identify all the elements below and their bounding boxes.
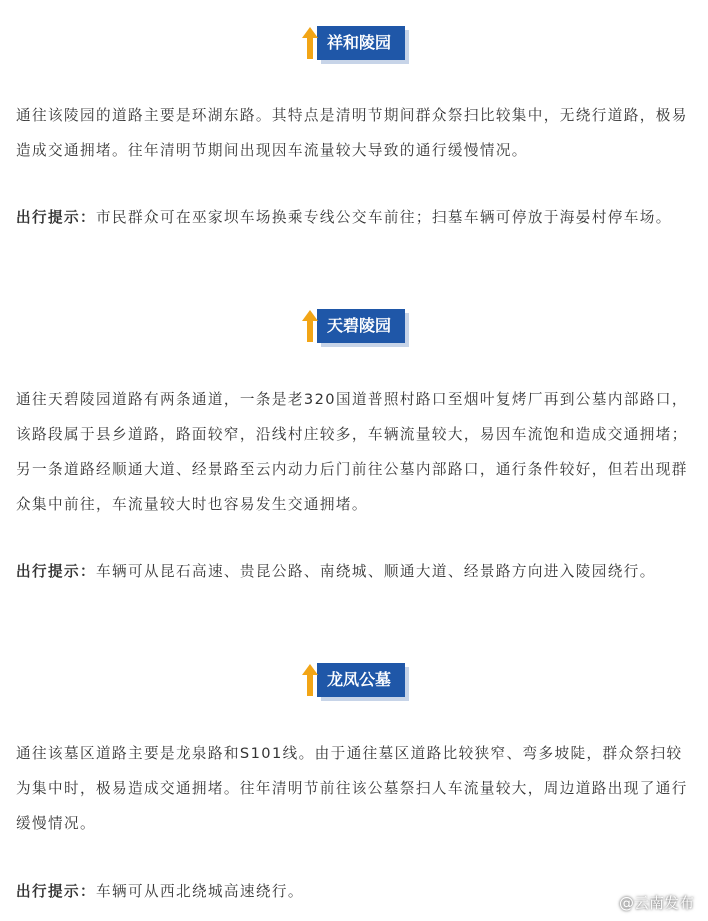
- travel-tip: [16, 554, 694, 589]
- section-header-3: [0, 663, 708, 703]
- watermark: [593, 891, 694, 913]
- up-arrow-icon: [301, 309, 319, 343]
- section-description: 通往天碧陵园道路有两条通道，一条是老320国道普照村路口至烟叶复烤厂再到公墓内部路口，该路段属于县乡道路，路面较窄，沿线村庄较多，车辆流量较大，易因车流饱和造成交通拥堵；另一条道路经顺通大道、经景路至云内动力后门前往公墓内部路口，通行条件较好，但若出现群众集中前往，车流量较大时也容易发生交通拥堵。: [16, 391, 688, 513]
- weibo-icon: [593, 891, 615, 913]
- travel-tip-label: 出行提示：: [16, 563, 96, 580]
- travel-tip: [16, 200, 694, 235]
- travel-tip-text: 车辆可从昆石高速、贵昆公路、南绕城、顺通大道、经景路方向进入陵园绕行。: [95, 563, 656, 580]
- section-title-badge: [301, 309, 405, 343]
- up-arrow-icon: [301, 26, 319, 60]
- travel-tip-label: 出行提示：: [16, 209, 96, 226]
- travel-tip-text: 市民群众可在巫家坝车场换乘专线公交车前往；扫墓车辆可停放于海晏村停车场。: [95, 209, 672, 226]
- section-title-badge: [301, 663, 405, 697]
- travel-tip-text: 车辆可从西北绕城高速绕行。: [95, 883, 304, 900]
- section-title: 天碧陵园: [317, 309, 405, 343]
- section-header-1: [0, 26, 708, 66]
- section-title: 龙凤公墓: [317, 663, 405, 697]
- section-description: 通往该墓区道路主要是龙泉路和S101线。由于通往墓区道路比较狭窄、弯多坡陡，群众祭扫较为集中时，极易造成交通拥堵。往年清明节前往该公墓祭扫人车流量较大，周边道路出现了通行缓慢情况。: [16, 745, 688, 832]
- up-arrow-icon: [301, 663, 319, 697]
- section-title: 祥和陵园: [317, 26, 405, 60]
- section-header-2: [0, 309, 708, 349]
- section-title-badge: [301, 26, 405, 60]
- travel-tip-label: 出行提示：: [16, 883, 96, 900]
- watermark-text: @云南发布: [618, 893, 694, 912]
- section-description: 通往该陵园的道路主要是环湖东路。其特点是清明节期间群众祭扫比较集中，无绕行道路，极易造成交通拥堵。往年清明节期间出现因车流量较大导致的通行缓慢情况。: [16, 107, 688, 159]
